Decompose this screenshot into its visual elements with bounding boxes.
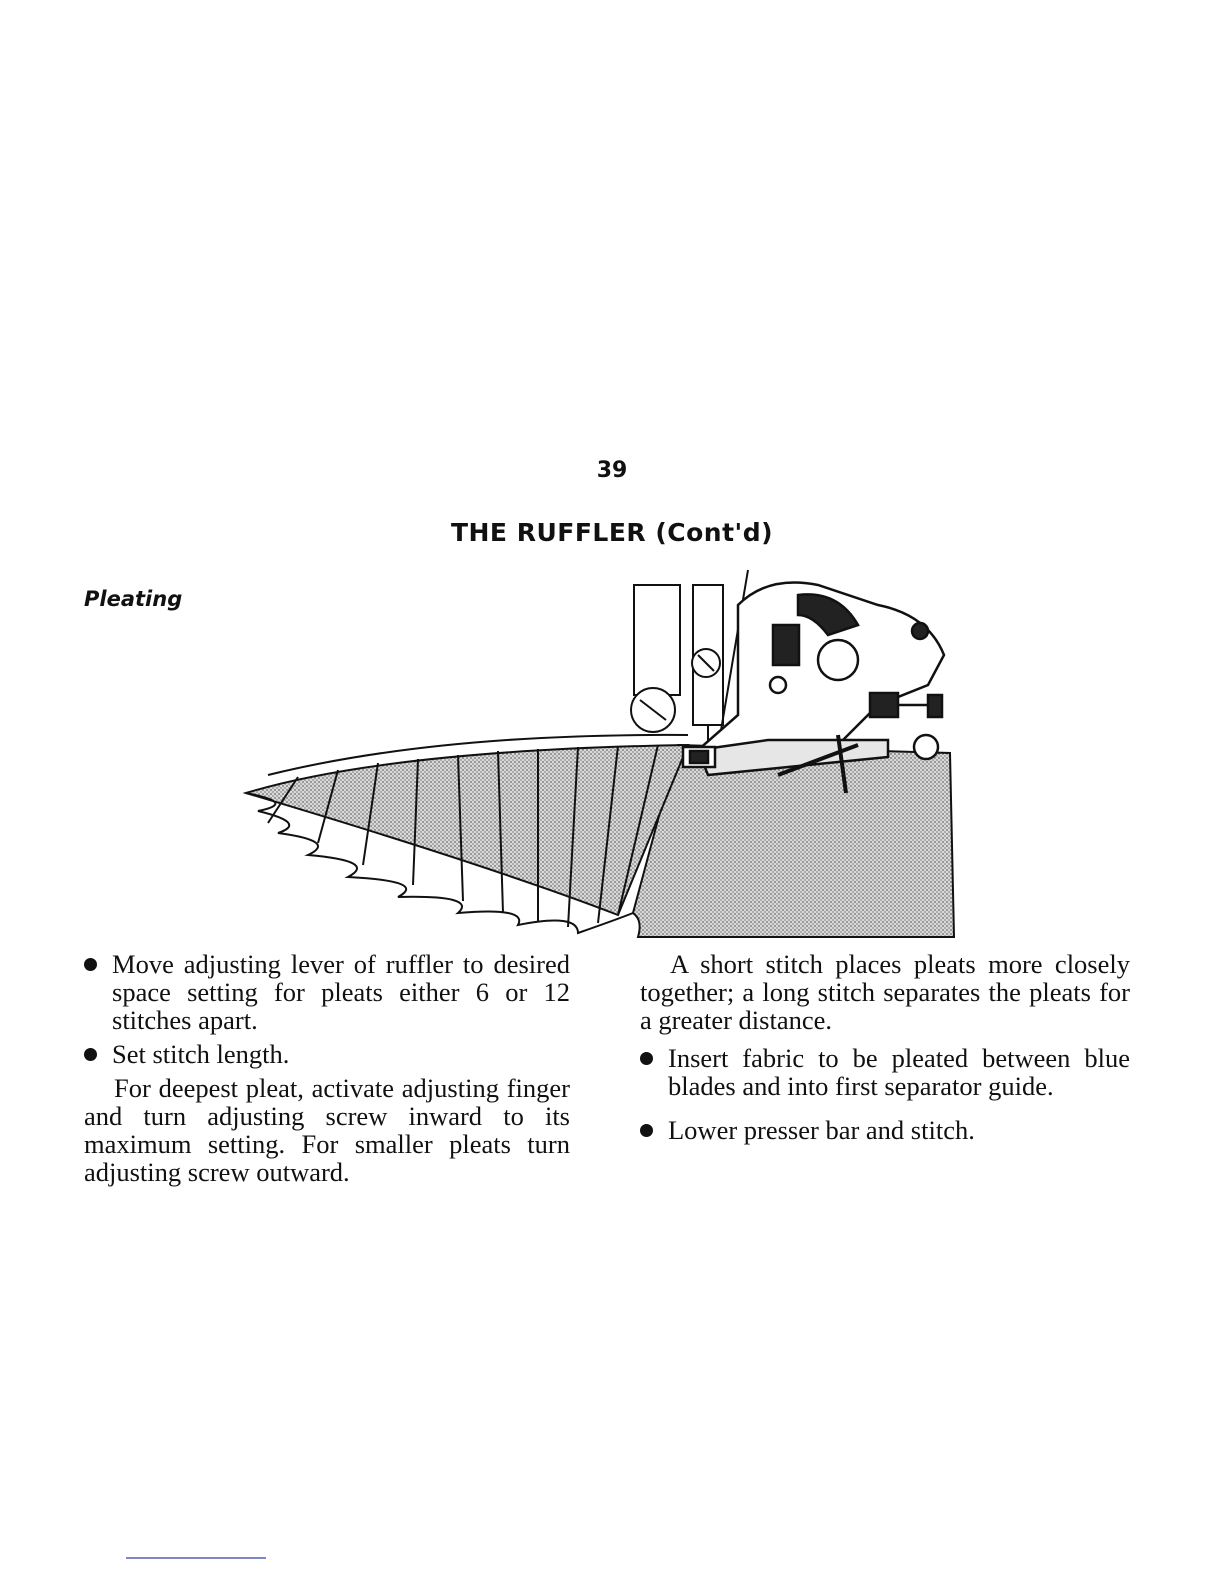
ruffler-pleating-illustration xyxy=(238,565,962,945)
paragraph: A short stitch places pleats more closely together; a long stitch separates the pleats for a greater distance. xyxy=(640,949,1130,1035)
section-label: Pleating xyxy=(84,587,183,611)
footer-rule xyxy=(126,1557,266,1559)
page-number: 39 xyxy=(596,458,628,483)
left-column xyxy=(84,950,570,1196)
instruction-bullet: Insert fabric to be pleated between blue blades and into first separator guide. xyxy=(640,1044,1130,1100)
instruction-bullet: Set stitch length. xyxy=(84,1040,570,1068)
paragraph: For deepest pleat, activate adjusting finger and turn adjusting screw inward to its maximum setting. For smaller pleats turn adjusting screw outward. xyxy=(84,1073,570,1187)
instruction-bullet: Move adjusting lever of ruffler to desired space setting for pleats either 6 or 12 stitches apart. xyxy=(84,950,570,1034)
page-title: THE RUFFLER (Cont'd) xyxy=(450,518,774,547)
right-column xyxy=(640,950,1130,1160)
instruction-bullet: Lower presser bar and stitch. xyxy=(640,1116,1130,1144)
